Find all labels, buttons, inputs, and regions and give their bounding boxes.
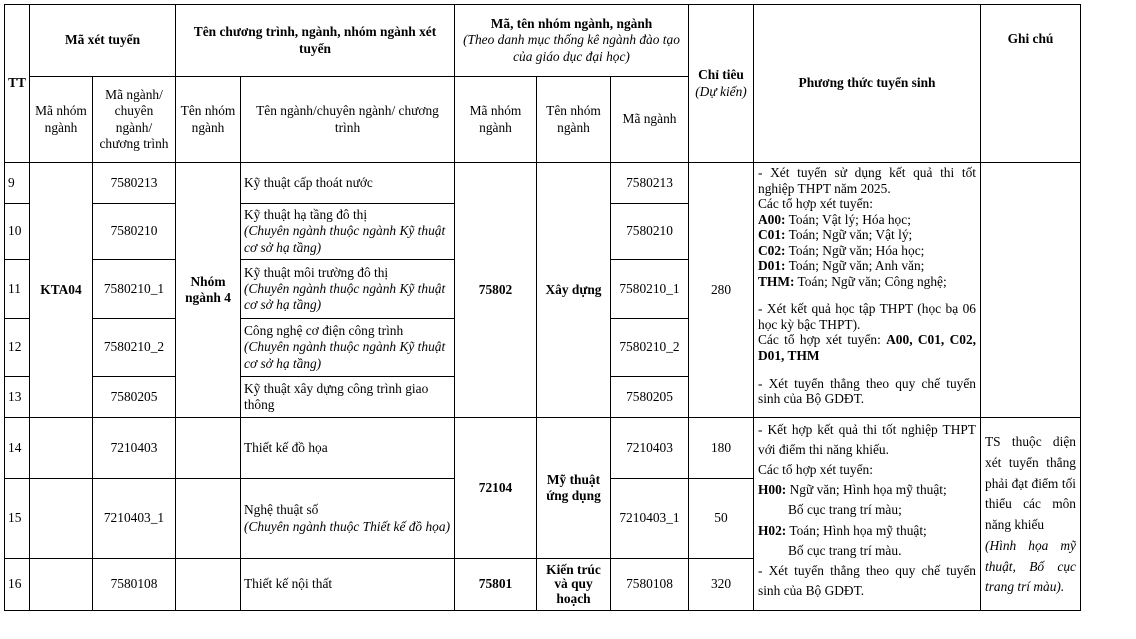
combo-code: H02: bbox=[758, 522, 787, 538]
combo-line bbox=[758, 480, 976, 500]
cell-ma-nhom-nganh: KTA04 bbox=[30, 163, 93, 418]
method-text: - Xét tuyển thẳng theo quy chế tuyển sinh của Bộ GDĐT. bbox=[758, 562, 976, 598]
combo-subjects: Toán; Ngữ văn; Anh văn; bbox=[785, 258, 925, 274]
cell-tt: 9 bbox=[5, 163, 30, 204]
program-note: (Chuyên ngành thuộc Thiết kế đồ họa) bbox=[244, 518, 451, 534]
cell-chi-tieu: 180 bbox=[689, 418, 754, 479]
header-ma-xet-tuyen: Mã xét tuyển bbox=[30, 5, 176, 77]
combo-subjects: Bố cục trang trí màu; bbox=[788, 502, 902, 518]
cell-code: 7580205 bbox=[93, 377, 176, 418]
method-text: Các tổ hợp xét tuyển: bbox=[758, 332, 887, 348]
program-name: Kỹ thuật môi trường đô thị bbox=[244, 264, 389, 280]
cell-tt: 14 bbox=[5, 418, 30, 479]
header-chi-tieu-title: Chỉ tiêu bbox=[698, 67, 744, 83]
cell-chi-tieu: 280 bbox=[689, 163, 754, 418]
program-name: Nghệ thuật số bbox=[244, 502, 319, 518]
cell-ma-nganh: 7210403_1 bbox=[611, 479, 689, 559]
cell-ma-nhom-nganh-empty bbox=[30, 559, 93, 611]
cell-code: 7580108 bbox=[93, 559, 176, 611]
cell-method bbox=[754, 418, 981, 611]
method-combo-codes: A00, C01, C02, D01, THM bbox=[758, 332, 977, 364]
program-name: Thiết kế nội thất bbox=[244, 576, 333, 592]
header-chi-tieu bbox=[689, 5, 754, 163]
method-text: Các tổ hợp xét tuyển: bbox=[758, 462, 873, 478]
cell-ma-nhom: 75801 bbox=[455, 559, 537, 611]
cell-program-name bbox=[241, 260, 455, 319]
cell-program-name bbox=[241, 204, 455, 260]
cell-ma-nhom-nganh-empty bbox=[30, 479, 93, 559]
cell-ten-nhom: Mỹ thuật ứng dụng bbox=[537, 418, 611, 559]
combo-subjects: Bố cục trang trí màu. bbox=[788, 542, 902, 558]
table-row bbox=[5, 163, 1081, 204]
program-name: Kỹ thuật cấp thoát nước bbox=[244, 174, 373, 190]
cell-ma-nhom-nganh-empty bbox=[30, 418, 93, 479]
method-text: - Kết hợp kết quả thi tốt nghiệp THPT với điểm thi năng khiếu. bbox=[758, 422, 976, 458]
cell-tt: 16 bbox=[5, 559, 30, 611]
method-text: - Xét tuyển sử dụng kết quả thi tốt nghiệp THPT năm 2025. bbox=[758, 165, 976, 196]
note-text: TS thuộc diện xét tuyển thẳng phải đạt điểm tối thiểu các môn năng khiếu bbox=[985, 434, 1076, 533]
cell-ten-nhom-nganh: Nhóm ngành 4 bbox=[176, 163, 241, 418]
header-ma-ten-nhom-subtitle: (Theo danh mục thống kê ngành đào tạo của giáo dục đại học) bbox=[463, 32, 680, 64]
combo-code: A00: bbox=[758, 211, 786, 227]
cell-program-name bbox=[241, 319, 455, 377]
cell-ten-nhom-nganh-empty bbox=[176, 559, 241, 611]
cell-ten-nhom-nganh-empty bbox=[176, 479, 241, 559]
program-name: Thiết kế đồ họa bbox=[244, 439, 328, 455]
combo-line bbox=[758, 243, 976, 259]
combo-line bbox=[758, 274, 976, 290]
cell-note bbox=[981, 418, 1081, 611]
cell-ma-nganh: 7580205 bbox=[611, 377, 689, 418]
cell-note-empty bbox=[981, 163, 1081, 418]
combo-subjects: Toán; Ngữ văn; Hóa học; bbox=[785, 242, 925, 258]
program-note: (Chuyên ngành thuộc ngành Kỹ thuật cơ sở hạ tầng) bbox=[244, 280, 446, 313]
header-tt: TT bbox=[5, 5, 30, 163]
cell-chi-tieu: 320 bbox=[689, 559, 754, 611]
cell-tt: 10 bbox=[5, 204, 30, 260]
header-phuong-thuc: Phương thức tuyển sinh bbox=[754, 5, 981, 163]
header-ten-nhom-nganh: Tên nhóm ngành bbox=[176, 77, 241, 163]
cell-ten-nhom: Kiến trúc và quy hoạch bbox=[537, 559, 611, 611]
cell-tt: 11 bbox=[5, 260, 30, 319]
method-text: - Xét kết quả học tập THPT (học bạ 06 học kỳ bậc THPT). bbox=[758, 301, 976, 332]
combo-subjects: Toán; Vật lý; Hóa học; bbox=[785, 211, 911, 227]
table-row bbox=[5, 418, 1081, 479]
cell-program-name bbox=[241, 377, 455, 418]
cell-ma-nganh: 7580210_2 bbox=[611, 319, 689, 377]
combo-line bbox=[758, 227, 976, 243]
header-ghi-chu: Ghi chú bbox=[981, 5, 1081, 163]
program-note: (Chuyên ngành thuộc ngành Kỹ thuật cơ sở hạ tầng) bbox=[244, 223, 446, 255]
header-ma-nganh-chuyen-nganh: Mã ngành/ chuyên ngành/ chương trình bbox=[93, 77, 176, 163]
combo-line bbox=[758, 258, 976, 274]
combo-code: D01: bbox=[758, 258, 786, 274]
combo-subjects: Toán; Ngữ văn; Công nghệ; bbox=[794, 273, 947, 289]
cell-program-name bbox=[241, 163, 455, 204]
cell-tt: 15 bbox=[5, 479, 30, 559]
admission-table bbox=[4, 4, 1081, 611]
cell-method bbox=[754, 163, 981, 418]
method-text: - Xét tuyển thẳng theo quy chế tuyển sinh của Bộ GDĐT. bbox=[758, 375, 976, 407]
combo-subjects: Ngữ văn; Hình họa mỹ thuật; bbox=[786, 482, 947, 498]
combo-code: C02: bbox=[758, 242, 786, 258]
header-ma-ten-nhom bbox=[455, 5, 689, 77]
program-name: Kỹ thuật xây dựng công trình giao thông bbox=[244, 380, 429, 412]
header-ten-chuong-trinh: Tên chương trình, ngành, nhóm ngành xét tuyển bbox=[176, 5, 455, 77]
cell-ma-nhom: 72104 bbox=[455, 418, 537, 559]
cell-tt: 13 bbox=[5, 377, 30, 418]
combo-line bbox=[758, 212, 976, 228]
cell-tt: 12 bbox=[5, 319, 30, 377]
cell-code: 7210403 bbox=[93, 418, 176, 479]
cell-program-name bbox=[241, 479, 455, 559]
header-chi-tieu-subtitle: (Dự kiến) bbox=[695, 83, 747, 99]
method-text: Các tổ hợp xét tuyển: bbox=[758, 196, 873, 212]
cell-code: 7580210_1 bbox=[93, 260, 176, 319]
cell-ma-nhom: 75802 bbox=[455, 163, 537, 418]
combo-code: H00: bbox=[758, 482, 787, 498]
cell-ma-nganh: 7580213 bbox=[611, 163, 689, 204]
combo-code: THM: bbox=[758, 273, 795, 289]
program-note: (Chuyên ngành thuộc ngành Kỹ thuật cơ sở hạ tầng) bbox=[244, 339, 446, 371]
spacer bbox=[758, 364, 976, 376]
header-ten-nhom: Tên nhóm ngành bbox=[537, 77, 611, 163]
program-name: Công nghệ cơ điện công trình bbox=[244, 323, 404, 339]
note-italic: (Hình họa mỹ thuật, Bố cục trang trí màu). bbox=[985, 537, 1076, 595]
cell-ma-nganh: 7580210 bbox=[611, 204, 689, 260]
cell-code: 7580213 bbox=[93, 163, 176, 204]
cell-ten-nhom: Xây dựng bbox=[537, 163, 611, 418]
cell-ma-nganh: 7580210_1 bbox=[611, 260, 689, 319]
combo-code: C01: bbox=[758, 227, 786, 243]
cell-ma-nganh: 7580108 bbox=[611, 559, 689, 611]
cell-code: 7580210 bbox=[93, 204, 176, 260]
cell-code: 7580210_2 bbox=[93, 319, 176, 377]
cell-program-name bbox=[241, 559, 455, 611]
combo-subjects: Toán; Hình họa mỹ thuật; bbox=[786, 522, 927, 538]
cell-code: 7210403_1 bbox=[93, 479, 176, 559]
cell-chi-tieu: 50 bbox=[689, 479, 754, 559]
cell-ma-nganh: 7210403 bbox=[611, 418, 689, 479]
combo-line bbox=[758, 521, 976, 541]
header-ten-nganh-chuyen-nganh: Tên ngành/chuyên ngành/ chương trình bbox=[241, 77, 455, 163]
cell-program-name bbox=[241, 418, 455, 479]
combo-subjects: Toán; Ngữ văn; Vật lý; bbox=[785, 227, 913, 243]
method-combos-line bbox=[758, 332, 976, 363]
cell-ten-nhom-nganh-empty bbox=[176, 418, 241, 479]
header-ma-nhom-nganh: Mã nhóm ngành bbox=[30, 77, 93, 163]
spacer bbox=[758, 289, 976, 301]
program-name: Kỹ thuật hạ tầng đô thị bbox=[244, 207, 368, 223]
header-ma-nhom: Mã nhóm ngành bbox=[455, 77, 537, 163]
header-ma-nganh: Mã ngành bbox=[611, 77, 689, 163]
header-ma-ten-nhom-title: Mã, tên nhóm ngành, ngành bbox=[490, 16, 653, 32]
